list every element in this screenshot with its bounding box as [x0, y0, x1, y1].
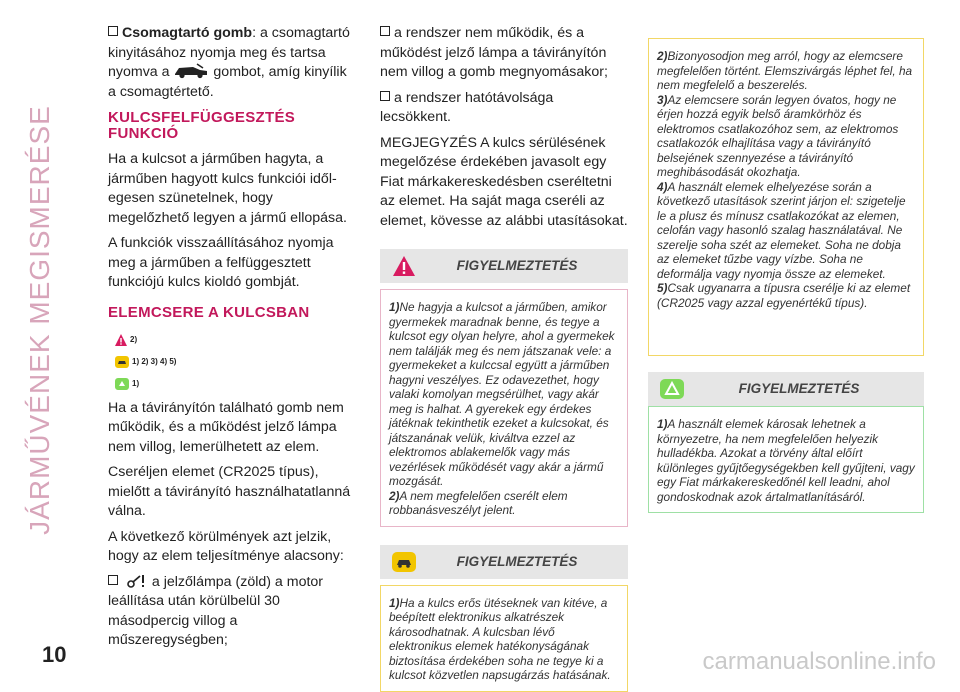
warning-box-yellow: 1)Ha a kulcs erős ütéseknek van kitéve, a beépített elektronikus alkatrészek károsodhatnak. A kulcsban lévő elektronikus elemek hatékonyságának biztosítása érdekében soha ne tegye ki a kulcsot közvetlen napsugárzás hatásának.	[380, 585, 628, 692]
watermark: carmanualsonline.info	[702, 648, 936, 675]
heading-battery-replace: ELEMCSERE A KULCSBAN	[108, 303, 310, 321]
bullet-square-icon	[108, 26, 118, 36]
column-1	[108, 24, 356, 657]
bullet-item: a rendszer nem működik, és a működést jelző lámpa a távirányítón nem villog a gomb megnyomásakor;	[380, 25, 608, 80]
bullet-square-icon	[380, 91, 390, 101]
warning-banner-green: FIGYELMEZTETÉS	[648, 372, 924, 406]
paragraph: A funkciók visszaállításához nyomja meg a járműben a felfüggesztett funkciójú kulcs kioldó gombját.	[108, 235, 334, 290]
environment-green-icon	[114, 377, 130, 391]
warning-red-icon	[114, 333, 128, 347]
warning-box-yellow-cont: 2)Bizonyosodjon meg arról, hogy az elemcsere megfelelően történt. Elemszivárgás léphet fel, ha nem megfelelő a beszerelés. 3)Az elemcsere során legyen óvatos, hogy ne érjen hozzá egyik belső áramkörhöz és elektromos csatlakozóhoz sem, az elektromos csatlakozók elhajlítása vagy a távirányító belsejének szennyezése a távirányító meghibásodását okozhatja. 4)A használt elemek elhelyezése során a következő utasítások szerint járjon el: szigetelje le a plusz és mínusz csatlakozókat az elemen, celofán vagy hasonló szalag használatával. Ne szerelje soha szét az elemeket. Soha ne dobja az elemeket tűzbe vagy vízbe. Soha ne deformálja vagy nyomja össze az elemeket. 5)Csak ugyanarra a típusra cserélje ki az elemet (CR2025 vagy azzal egyenértékű típus).	[648, 38, 924, 356]
warning-box-green: 1)A használt elemek károsak lehetnek a környezetre, ha nem megfelelően helyezik hulladékba. Azokat a törvény által előírt különleges gyűjtőegységekben kell gyűjteni, vagy egy Fiat márkakereskedőnél kell leadni, ahol gondoskodnak azok ártalmatlanításáról.	[648, 406, 924, 513]
warning-red-icon	[392, 255, 416, 277]
warning-banner-yellow: FIGYELMEZTETÉS	[380, 545, 628, 579]
bullet-item: a jelzőlámpa (zöld) a motor leállítása után körülbelül 30 másodpercig villog a műszeregységben;	[108, 573, 324, 648]
car-warning-yellow-icon	[391, 551, 417, 573]
section-title-vertical: JÁRMŰVÉNEK MEGISMERÉSE	[24, 105, 56, 535]
warning-ref-red: 2)	[114, 329, 356, 351]
paragraph: Ha a távirányítón található gomb nem működik, és a működést jelző lámpa nem villog, lemerülhetett az elem.	[108, 399, 344, 455]
heading-key-suspend: KULCSFELFÜGGESZTÉS FUNKCIÓ	[108, 109, 296, 142]
key-warning-lamp-icon	[126, 573, 148, 589]
page-number: 10	[42, 642, 67, 667]
bullet-square-icon	[108, 575, 118, 585]
car-warning-yellow-icon	[114, 355, 130, 369]
paragraph: Ha a kulcsot a járműben hagyta, a járműben hagyott kulcs funkciói időlegesen szünetelnek, hogy megelőzhető legyen a jármű ellopása.	[108, 151, 347, 226]
bullet-square-icon	[380, 26, 390, 36]
warning-ref-yellow: 1) 2) 3) 4) 5)	[114, 351, 356, 373]
environment-green-icon	[659, 378, 685, 400]
paragraph: A következő körülmények azt jelzik, hogy az elem teljesítménye alacsony:	[108, 528, 344, 564]
note-paragraph: MEGJEGYZÉS A kulcs sérülésének megelőzése érdekében javasolt egy Fiat márkakereskedésben cseréltetni az elemet. Ha saját maga cseréli az elemet, kövesse az alábbi utasításokat.	[380, 134, 628, 229]
warning-banner-red: FIGYELMEZTETÉS	[380, 249, 628, 283]
column-2	[380, 24, 628, 692]
paragraph: Cseréljen elemet (CR2025 típus), mielőtt a távirányító használhatatlanná válna.	[108, 464, 351, 519]
car-trunk-icon	[173, 63, 209, 79]
column-3	[648, 38, 924, 513]
warning-ref-green: 1)	[114, 373, 356, 395]
trunk-paragraph: Csomagtartó gomb: a csomagtartó kinyitásához nyomja meg és tartsa nyomva a gombot, amíg kinyílik a csomagtértető.	[108, 25, 350, 100]
warning-box-red: 1)Ne hagyja a kulcsot a járműben, amikor gyermekek maradnak benne, és tegye a kulcsot egy olyan helyre, ahol a gyermekek nem találják meg és nem játszanak vele: a gyermekeket a kulccsal együtt a járműben hagyni veszélyes. Ez odavezethet, hogy valaki komolyan megsérülhet, vagy akár meg is halhat. A gyerekek egy érdekes játéknak tekinthetik ezeket a kulcsokat, és játszanának velük, kiváltva ezzel az elektromos ablakemelők vagy más vezérlések működését vagy akár a jármű mozgását. 2)A nem megfelelően cserélt elem robbanásveszélyt jelent.	[380, 289, 628, 527]
bullet-item: a rendszer hatótávolsága lecsökkent.	[380, 89, 554, 125]
